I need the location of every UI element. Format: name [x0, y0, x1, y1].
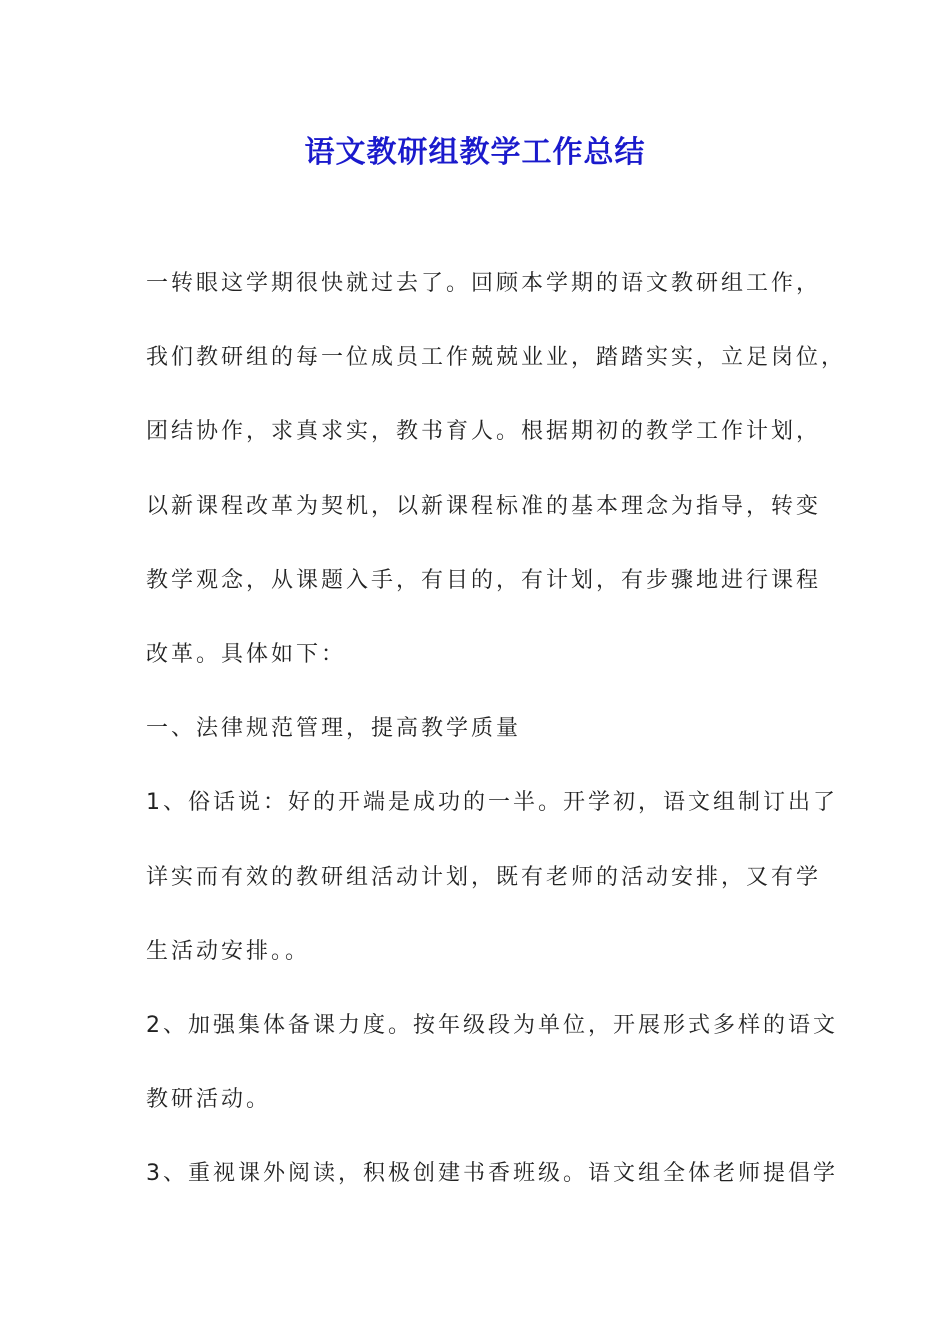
document-body	[146, 258, 847, 1222]
body-line-2: 我们教研组的每一位成员工作兢兢业业，踏踏实实，立足岗位，	[146, 345, 847, 371]
body-line-1: 一转眼这学期很快就过去了。回顾本学期的语文教研组工作，	[146, 271, 822, 296]
body-line-3: 团结协作，求真求实，教书育人。根据期初的教学工作计划，	[146, 419, 822, 445]
body-line-5: 教学观念，从课题入手，有目的，有计划，有步骤地进行课程	[146, 567, 822, 593]
body-line-8: 1、俗话说：好的开端是成功的一半。开学初，语文组制订出了	[146, 790, 838, 816]
body-line-9: 详实而有效的教研组活动计划，既有老师的活动安排，又有学	[146, 864, 822, 890]
body-line-13: 3、重视课外阅读，积极创建书香班级。语文组全体老师提倡学	[146, 1161, 838, 1187]
body-line-12: 教研活动。	[146, 1087, 272, 1113]
section-heading-1: 一、法律规范管理，提高教学质量	[146, 716, 522, 742]
body-line-11: 2、加强集体备课力度。按年级段为单位，开展形式多样的语文	[146, 1012, 838, 1038]
body-line-4: 以新课程改革为契机，以新课程标准的基本理念为指导，转变	[146, 493, 822, 519]
body-line-6: 改革。具体如下：	[146, 641, 347, 667]
body-line-10: 生活动安排。。	[146, 938, 311, 964]
document-title: 语文教研组教学工作总结	[304, 135, 646, 170]
